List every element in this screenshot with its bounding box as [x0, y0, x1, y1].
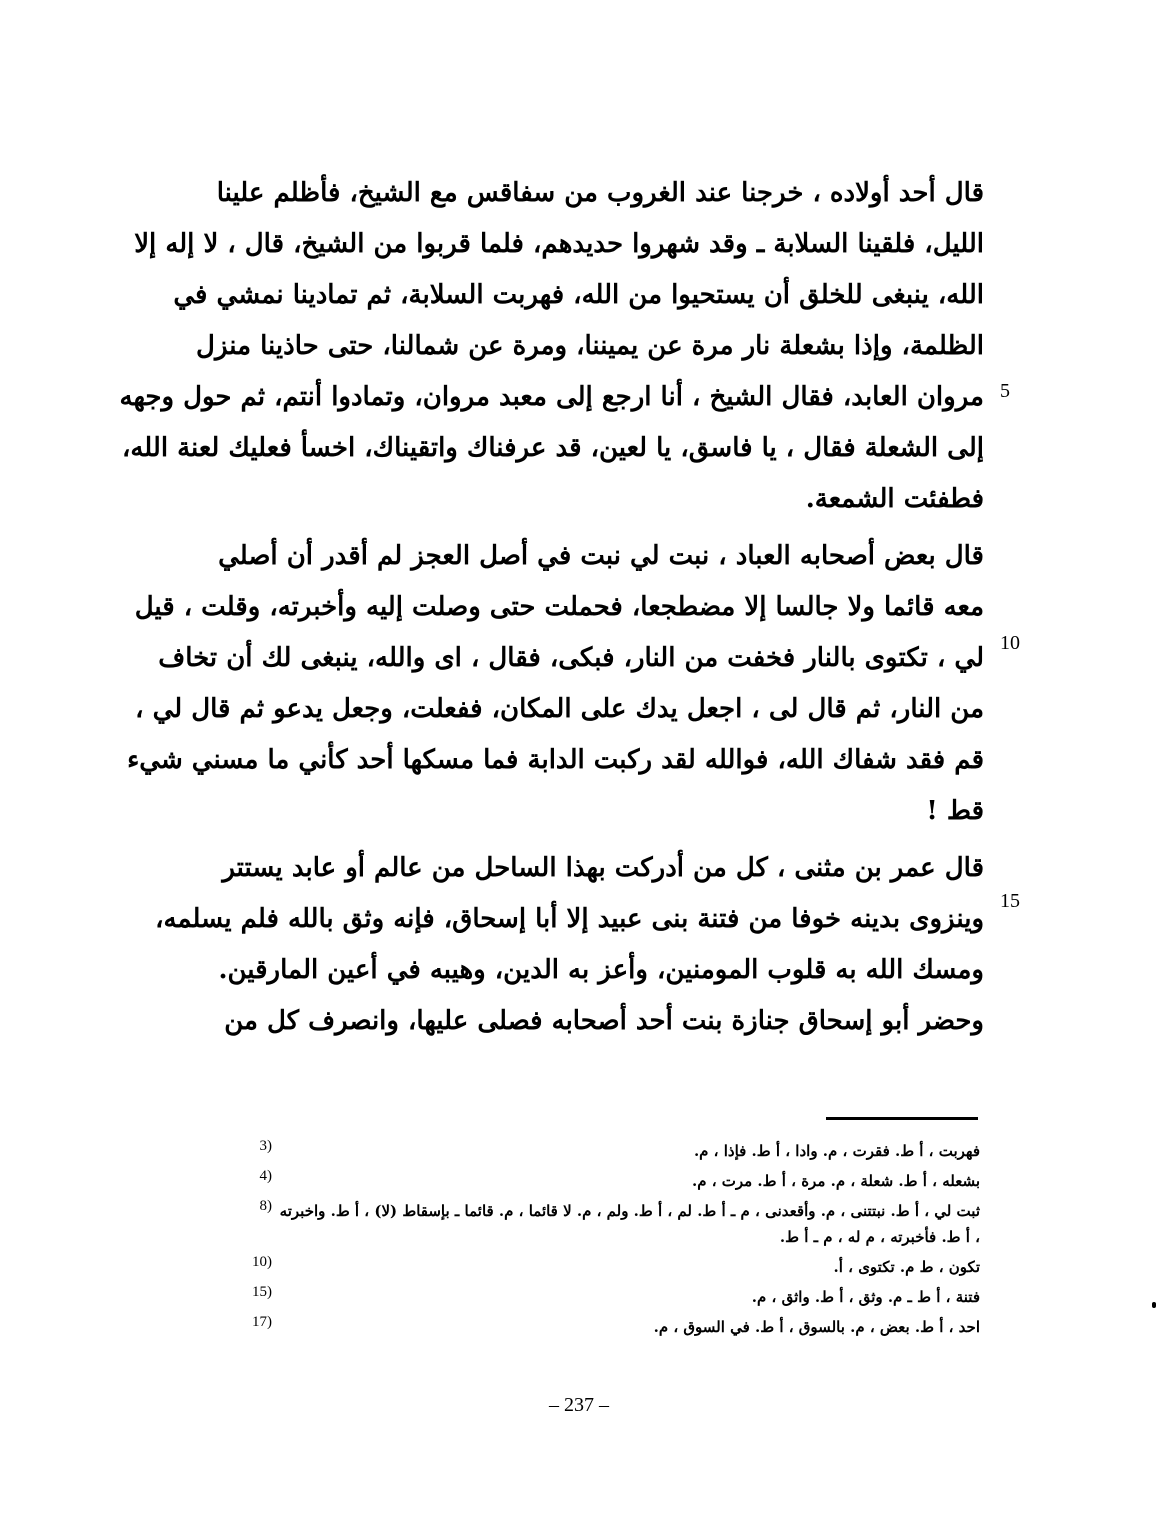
text-line: ومسك الله به قلوب المومنين، وأعز به الدين، وهيبه في أعين المارقين.	[218, 955, 984, 985]
text-line: قم فقد شفاك الله، فوالله لقد ركبت الدابة فما مسكها أحد كأني ما مسني شيء	[127, 745, 984, 775]
line-number: 15	[1000, 890, 1020, 912]
footnote-text: فتنة ، أ ط ـ م. وثق ، أ ط. واثق ، م.	[751, 1288, 980, 1306]
text-line: معه قائما ولا جالسا إلا مضطجعا، فحملت حتى وصلت إليه وأخبرته، وقلت ، قيل	[134, 592, 984, 622]
text-line: وينزوى بدينه خوفا من فتنة بنى عبيد إلا أبا إسحاق، فإنه وثق بالله فلم يسلمه،	[155, 904, 984, 934]
text-line: قط !	[926, 796, 984, 826]
footnote-number: 3)	[259, 1138, 272, 1154]
text-line: الليل، فلقينا السلابة ـ وقد شهروا حديدهم، فلما قربوا من الشيخ، قال ، لا إله إلا	[134, 229, 984, 259]
footnote-number: 17)	[252, 1314, 272, 1330]
line-number: 5	[1000, 380, 1010, 402]
text-line: الظلمة، وإذا بشعلة نار مرة عن يميننا، ومرة عن شمالنا، حتى حاذينا منزل	[196, 331, 984, 361]
main-text	[119, 168, 984, 1047]
margin-mark	[1152, 1302, 1156, 1308]
footnote-text: احد ، أ ط. بعض ، م. بالسوق ، أ ط. في السوق ، م.	[653, 1318, 980, 1336]
footnote-number: 10)	[252, 1254, 272, 1270]
footnote-text: فهربت ، أ ط. فقرت ، م. وادا ، أ ط. فإذا ، م.	[693, 1142, 980, 1160]
text-line: من النار، ثم قال لى ، اجعل يدك على المكان، ففعلت، وجعل يدعو ثم قال لي ،	[135, 694, 984, 724]
footnote-text: ثبت لي ، أ ط. نبتتنى ، م. وأقعدنى ، م ـ أ ط. لم ، أ ط. ولم ، م. لا قائما ، م. قائما ـ بإسقاط (لا) ، أ ط. واخبرته ، أ ط. فأخبرته ، م له ، م ـ أ ط.	[279, 1202, 980, 1246]
footnote-text: تكون ، ط م. تكتوى ، أ.	[833, 1258, 980, 1276]
line-number: 10	[1000, 632, 1020, 654]
footnote	[236, 1198, 980, 1250]
footnote	[236, 1168, 980, 1194]
text-line: الله، ينبغى للخلق أن يستحيوا من الله، فهربت السلابة، ثم تمادينا نمشي في	[173, 280, 984, 310]
text-line: قال عمر بن مثنى ، كل من أدركت بهذا الساحل من عالم أو عابد يستتر	[222, 853, 984, 883]
footnote	[236, 1314, 980, 1340]
text-line: فطفئت الشمعة.	[805, 484, 984, 514]
footnote	[236, 1254, 980, 1280]
text-line: إلى الشعلة فقال ، يا فاسق، يا لعين، قد عرفناك واتقيناك، اخسأ فعليك لعنة الله،	[121, 433, 984, 463]
text-line: مروان العابد، فقال الشيخ ، أنا ارجع إلى معبد مروان، وتمادوا أنتم، ثم حول وجهه	[119, 382, 984, 412]
footnote-divider	[826, 1117, 978, 1120]
footnote	[236, 1284, 980, 1310]
footnote-number: 4)	[259, 1168, 272, 1184]
text-line: قال بعض أصحابه العباد ، نبت لي نبت في أصل العجز لم أقدر أن أصلي	[218, 541, 984, 571]
page-number: – 237 –	[549, 1394, 609, 1416]
footnote-text: بشعله ، أ ط. شعلة ، م. مرة ، أ ط. مرت ، م.	[691, 1172, 980, 1190]
footnotes	[236, 1138, 980, 1344]
footnote-number: 15)	[252, 1284, 272, 1300]
text-line: وحضر أبو إسحاق جنازة بنت أحد أصحابه فصلى عليها، وانصرف كل من	[224, 1006, 984, 1036]
footnote-number: 8)	[259, 1198, 272, 1214]
text-line: قال أحد أولاده ، خرجنا عند الغروب من سفاقس مع الشيخ، فأظلم علينا	[216, 178, 984, 208]
text-line: لي ، تكتوى بالنار فخفت من النار، فبكى، فقال ، اى والله، ينبغى لك أن تخاف	[158, 643, 984, 673]
footnote	[236, 1138, 980, 1164]
